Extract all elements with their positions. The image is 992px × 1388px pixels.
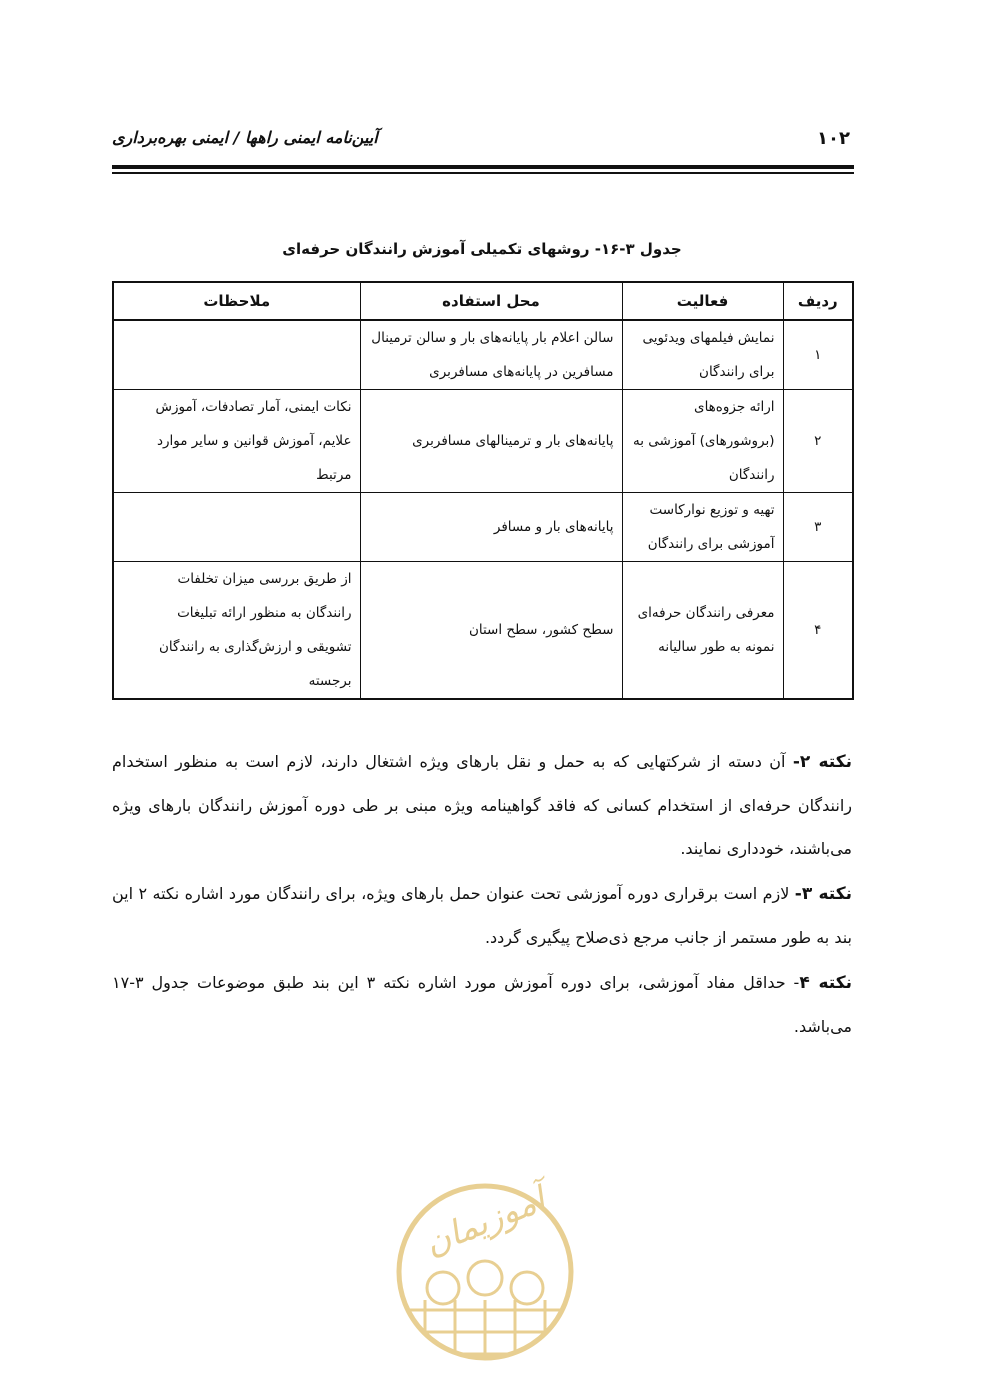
table-caption: جدول ۳-۱۶- روشهای تکمیلی آموزش رانندگان حرفه‌ای [282, 240, 682, 258]
row-number-cell: ۴ [783, 562, 853, 700]
table-row [113, 320, 853, 390]
table-header-row [113, 282, 853, 320]
column-header-location: محل استفاده [360, 282, 622, 320]
notes-section [112, 740, 852, 1048]
location-cell: پایانه‌های بار و ترمینالهای مسافربری [360, 390, 622, 493]
table-row [113, 390, 853, 493]
watermark-text: آموزیمان [418, 1179, 551, 1264]
watermark-emblems [427, 1261, 543, 1304]
activity-cell: تهیه و توزیع نوارکاست آموزشی برای رانندگان [622, 493, 783, 562]
location-cell: پایانه‌های بار و مسافر [360, 493, 622, 562]
column-header-remarks: ملاحظات [113, 282, 360, 320]
activity-cell: معرفی رانندگان حرفه‌ای نمونه به طور سالیانه [622, 562, 783, 700]
note-label: نکته ۴ [799, 973, 852, 993]
page-number: ۱۰۲ [817, 128, 850, 149]
remarks-cell: از طریق بررسی میزان تخلفات رانندگان به منظور ارائه تبلیغات تشویقی و ارزش‌گذاری به رانندگان برجسته [113, 562, 360, 700]
column-header-activity: فعالیت [622, 282, 783, 320]
table-row [113, 562, 853, 700]
activity-cell: نمایش فیلمهای ویدئویی برای رانندگان [622, 320, 783, 390]
note-text: - حداقل مفاد آموزشی، برای دوره آموزش مورد اشاره نکته ۳ این بند طبق موضوعات جدول ۳-۱۷ می‌باشد. [112, 973, 852, 1036]
activity-cell: ارائه جزوه‌های (بروشورهای) آموزشی به رانندگان [622, 390, 783, 493]
note-label: نکته ۲- [792, 752, 853, 772]
watermark-logo [385, 1160, 585, 1370]
note-paragraph [112, 872, 852, 959]
remarks-cell [113, 493, 360, 562]
header-rule-thick [112, 165, 854, 169]
note-text: آن دسته از شرکتهایی که به حمل و نقل بارهای ویژه اشتغال دارند، لازم است به منظور استخدام رانندگان حرفه‌ای از استخدام کسانی که فاقد گواهینامه ویژه مبنی بر طی دوره آموزش رانندگان بارهای ویژه می‌باشند، خودداری نمایند. [112, 752, 852, 858]
training-methods-table [112, 281, 854, 700]
location-cell: سطح کشور، سطح استان [360, 562, 622, 700]
header-rule-thin [112, 172, 854, 174]
note-paragraph [112, 740, 852, 870]
remarks-cell [113, 320, 360, 390]
column-header-row-number: ردیف [783, 282, 853, 320]
running-title: آیین‌نامه ایمنی راهها / ایمنی بهره‌برداری [112, 128, 378, 147]
note-label: نکته ۳- [794, 884, 853, 904]
location-cell: سالن اعلام بار پایانه‌های بار و سالن ترمینال مسافرین در پایانه‌های مسافربری [360, 320, 622, 390]
row-number-cell: ۲ [783, 390, 853, 493]
row-number-cell: ۱ [783, 320, 853, 390]
note-text: لازم است برقراری دوره آموزشی تحت عنوان حمل بارهای ویژه، برای رانندگان مورد اشاره نکته ۲ این بند به طور مستمر از جانب مرجع ذی‌صلاح پیگیری گردد. [112, 884, 852, 947]
row-number-cell: ۳ [783, 493, 853, 562]
page-header [112, 128, 852, 158]
note-paragraph [112, 961, 852, 1048]
remarks-cell: نکات ایمنی، آمار تصادفات، آموزش علایم، آموزش قوانین و سایر موارد مرتبط [113, 390, 360, 493]
table-row [113, 493, 853, 562]
